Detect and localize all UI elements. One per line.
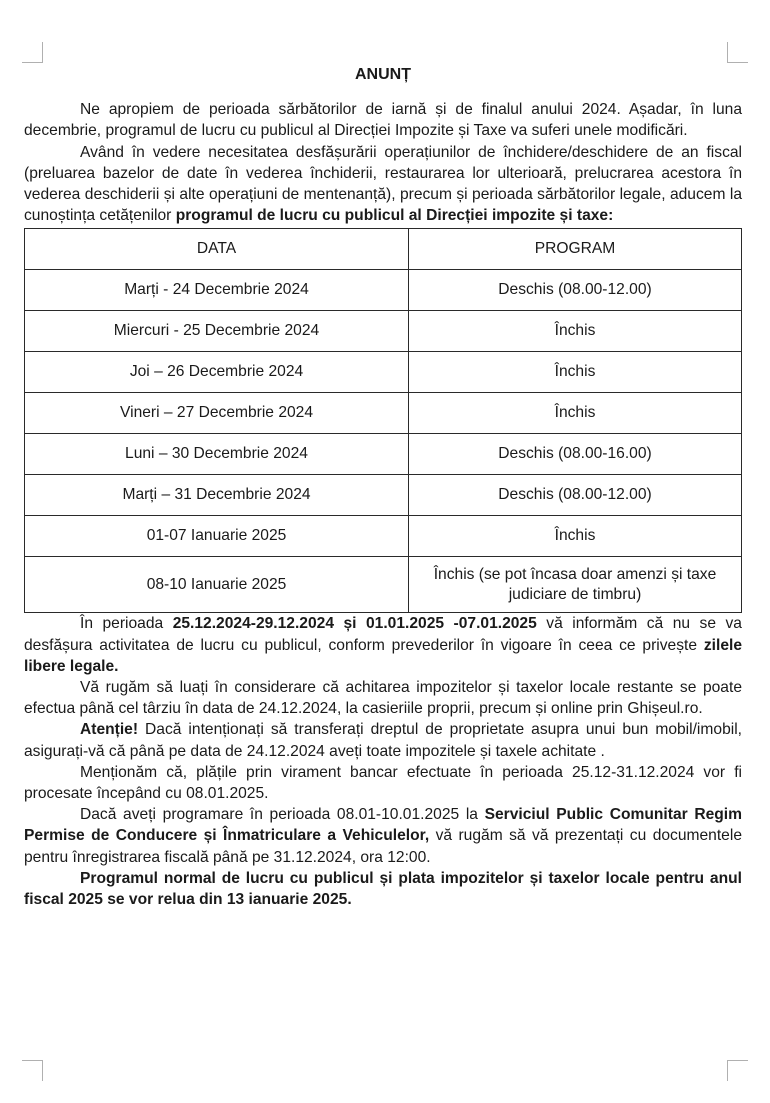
intro-paragraph: Ne apropiem de perioada sărbătorilor de iarnă și de finalul anului 2024. Așadar, în luna decembrie, programul de lucru cu publicul al Direcției Impozite și Taxe va suferi unele modificări.	[24, 101, 742, 140]
table-row	[25, 393, 742, 434]
closed-period-text: În perioada	[80, 615, 173, 633]
date-cell: Vineri – 27 Decembrie 2024	[25, 393, 409, 434]
closed-period-paragraph	[24, 613, 742, 677]
attention-label: Atenție!	[80, 721, 139, 739]
header-date: DATA	[25, 229, 409, 270]
date-cell: Miercuri - 25 Decembrie 2024	[25, 311, 409, 352]
normal-program-paragraph	[24, 868, 742, 910]
table-row	[25, 516, 742, 557]
program-cell: Închis	[409, 516, 742, 557]
driving-license-text: Dacă aveți programare în perioada 08.01-10.01.2025 la	[80, 806, 485, 824]
table-row	[25, 475, 742, 516]
driving-license-paragraph	[24, 804, 742, 868]
crop-mark-bottom-left	[22, 1060, 43, 1081]
program-cell: Deschis (08.00-12.00)	[409, 475, 742, 516]
table-row	[25, 557, 742, 613]
payment-deadline-paragraph: Vă rugăm să luați în considerare că achitarea impozitelor și taxelor locale restante se poate efectua până cel târziu în data de 24.12.2024, la casieriile proprii, precum și online prin Ghișeul.ro.	[24, 679, 742, 718]
program-cell: Deschis (08.00-16.00)	[409, 434, 742, 475]
program-cell: Deschis (08.00-12.00)	[409, 270, 742, 311]
crop-mark-top-right	[727, 42, 748, 63]
program-cell: Închis	[409, 393, 742, 434]
context-text: Având în vedere necesitatea desfășurării operațiunilor de închidere/deschidere de an fiscal (preluarea bazelor de date în vederea închiderii, restaurarea lor ulterioară, prelucrarea acestora în vederea deschiderii și alte operațiuni de mentenanță), precum și perioada sărbătorilor legale, aducem la cunoștința cetățenilor	[24, 143, 742, 225]
schedule-table	[24, 228, 742, 613]
crop-mark-top-left	[22, 42, 43, 63]
date-cell: Marți – 31 Decembrie 2024	[25, 475, 409, 516]
document-title: ANUNȚ	[355, 66, 411, 83]
table-row	[25, 270, 742, 311]
date-cell: Luni – 30 Decembrie 2024	[25, 434, 409, 475]
context-bold-text: programul de lucru cu publicul al Direcției impozite și taxe:	[175, 207, 614, 225]
normal-program-text: Programul normal de lucru cu publicul și plata impozitelor și taxelor locale pentru anul fiscal 2025 se vor relua din 13 ianuarie 2025.	[24, 869, 742, 909]
program-cell: Închis	[409, 311, 742, 352]
table-row	[25, 352, 742, 393]
attention-text: Dacă intenționați să transferați dreptul de proprietate asupra unui bun mobil/imobil, asigurați-vă că până pe data de 24.12.2024 aveți toate impozitele și taxele achitate .	[24, 721, 742, 760]
table-row	[25, 434, 742, 475]
program-cell: Închis (se pot încasa doar amenzi și taxe judiciare de timbru)	[409, 557, 742, 613]
attention-paragraph	[24, 719, 742, 761]
driving-license-text-2: vă rugăm să vă prezentați cu documentele pentru înregistrarea fiscală până pe 31.12.2024, ora 12:00.	[24, 827, 742, 866]
date-cell: 01-07 Ianuarie 2025	[25, 516, 409, 557]
legal-holidays-text: zilele libere legale.	[24, 636, 742, 675]
closed-period-dates: 25.12.2024-29.12.2024 și 01.01.2025 -07.01.2025	[172, 615, 537, 633]
date-cell: Joi – 26 Decembrie 2024	[25, 352, 409, 393]
document-page	[24, 64, 742, 910]
header-program: PROGRAM	[409, 229, 742, 270]
crop-mark-bottom-right	[727, 1060, 748, 1081]
date-cell: 08-10 Ianuarie 2025	[25, 557, 409, 613]
table-row	[25, 311, 742, 352]
program-cell: Închis	[409, 352, 742, 393]
table-header-row	[25, 229, 742, 270]
service-name: Serviciul Public Comunitar Regim Permise de Conducere și Înmatriculare a Vehiculelor,	[24, 806, 742, 845]
context-paragraph	[24, 142, 742, 227]
closed-period-text-2: vă informăm că nu se va desfășura activitatea de lucru cu publicul, conform prevederilor în vigoare în ceea ce privește	[24, 615, 742, 654]
bank-transfer-paragraph: Menționăm că, plățile prin virament bancar efectuate în perioada 25.12-31.12.2024 vor fi procesate începând cu 08.01.2025.	[24, 763, 742, 803]
date-cell: Marți - 24 Decembrie 2024	[25, 270, 409, 311]
